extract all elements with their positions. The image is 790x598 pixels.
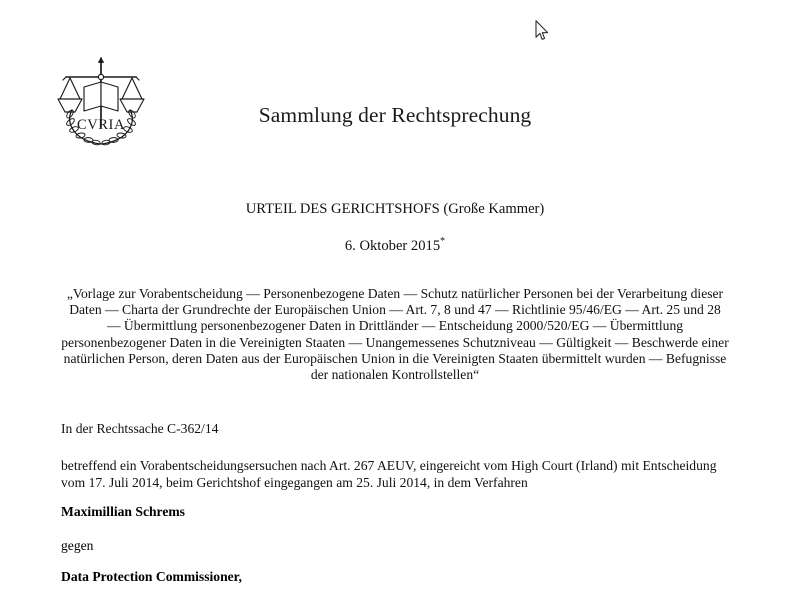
curia-logo-text: CVRIA <box>76 117 126 133</box>
party-versus-label: gegen <box>61 538 94 553</box>
judgment-date-line <box>0 237 790 255</box>
party-applicant: Maximillian Schrems <box>61 504 185 519</box>
case-number-line: In der Rechtssache C‑362/14 <box>61 421 219 436</box>
footnote-marker: * <box>440 236 446 248</box>
masthead <box>0 0 790 175</box>
judgment-heading <box>0 200 790 255</box>
referral-paragraph: betreffend ein Vorabentscheidungsersuchen nach Art. 267 AEUV, eingereicht vom High Court (Irland) mit Entscheidung vom 17. Juli 2014, beim Gerichtshof eingegangen am 25. Juli 2014, in dem Verfahren <box>61 458 717 490</box>
party-defendant: Data Protection Commissioner, <box>61 569 242 584</box>
keywords-block: „Vorlage zur Vorabentscheidung — Personenbezogene Daten — Schutz natürlicher Personen bei der Verarbeitung dieser Daten — Charta der Grundrechte der Europäischen Union — Art. 7, 8 und 47 — Richtlinie 95/46/EG — Art. 25 und 28 — Übermittlung personenbezogener Daten in Drittländer — Entscheidung 2000/520/EG — Übermittlung personenbezogener Daten in die Vereinigten Staaten — Unangemessenes Schutzniveau — Gültigkeit — Beschwerde einer natürlichen Person, deren Daten aus der Europäischen Union in die Vereinigten Staaten übermittelt wurden — Befugnisse der nationalen Kontrollstellen“ <box>61 286 729 383</box>
court-formation-line: URTEIL DES GERICHTSHOFS (Große Kammer) <box>245 201 545 217</box>
judgment-date: 6. Oktober 2015 <box>344 238 441 255</box>
publication-title: Sammlung der Rechtsprechung <box>258 103 532 127</box>
